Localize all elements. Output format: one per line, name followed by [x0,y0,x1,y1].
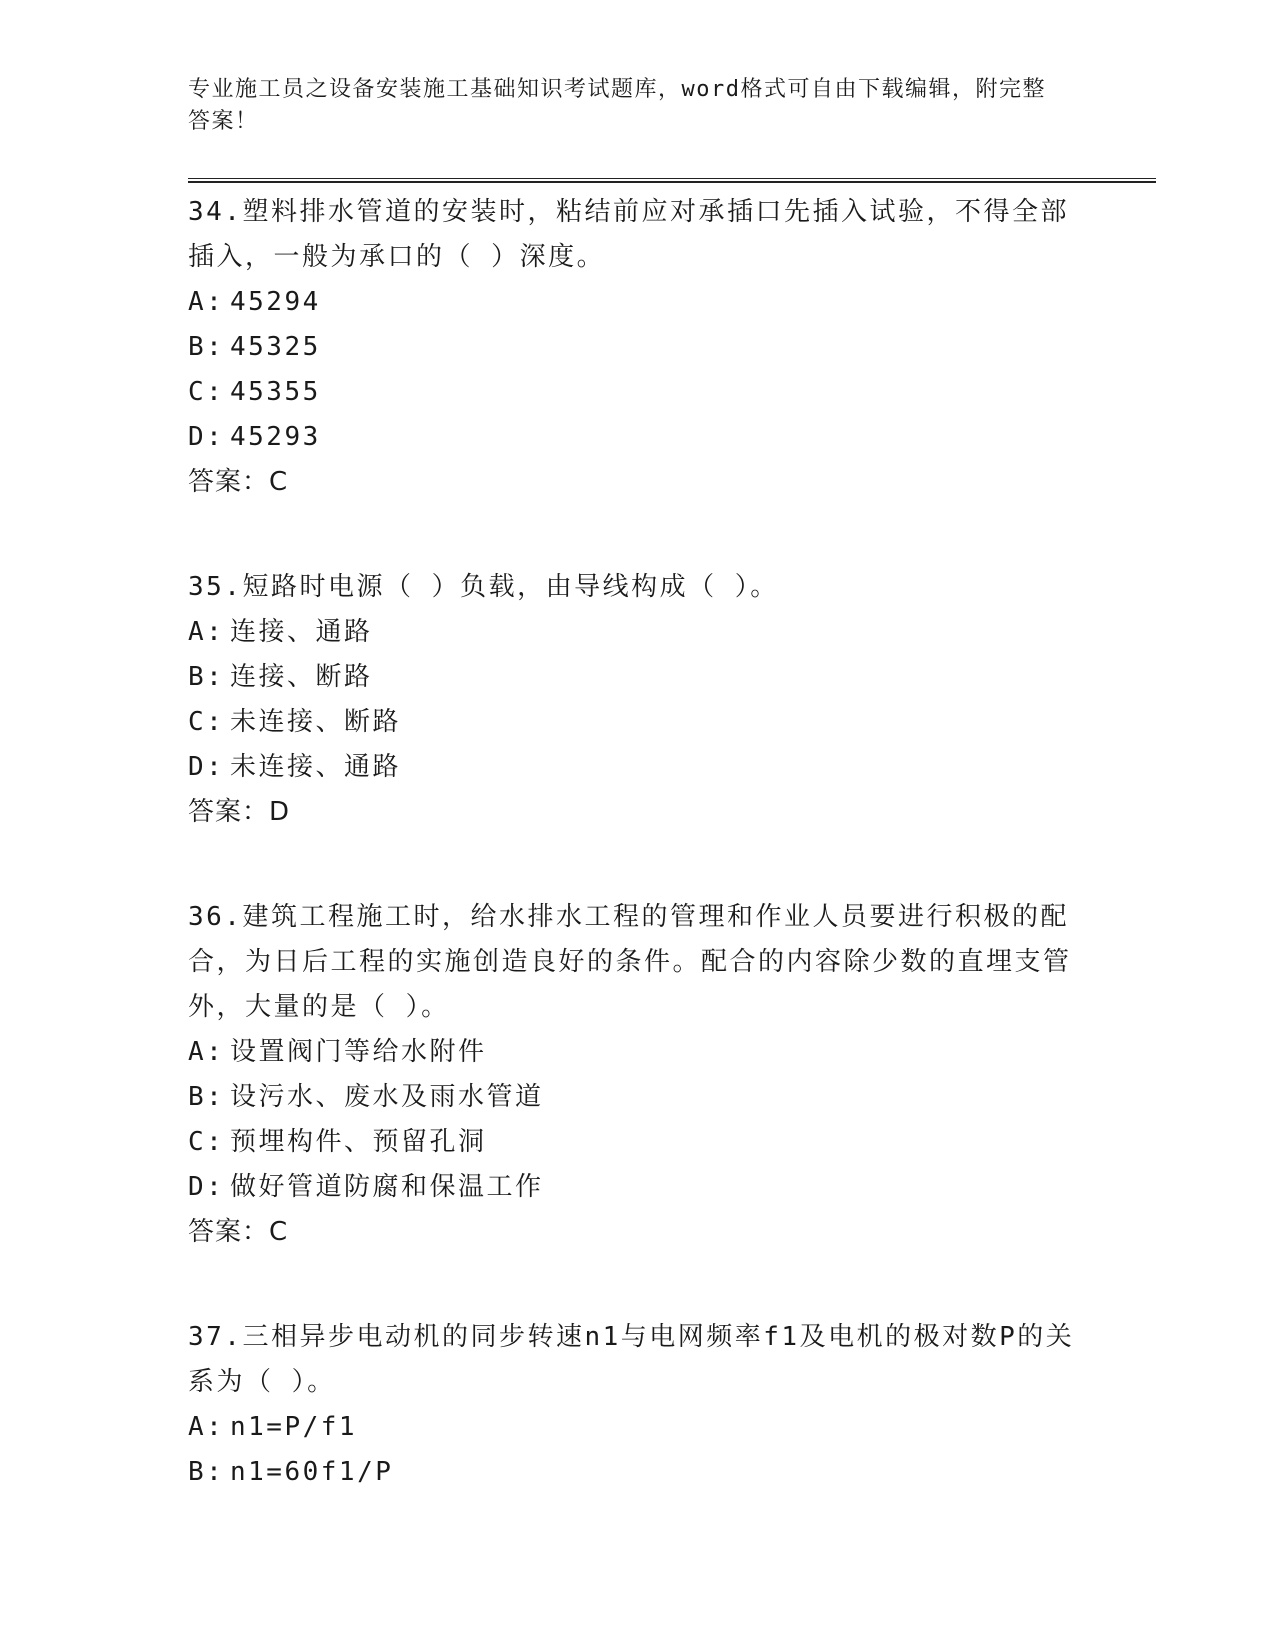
option-text: 设置阀门等给水附件 [230,1037,487,1067]
option-letter: C: [188,377,225,407]
header-divider [188,178,1156,183]
option-text: 连接、断路 [230,662,373,692]
option-letter: C: [188,1127,225,1157]
option-c [188,1120,1088,1165]
question-34 [188,190,1088,505]
option-letter: D: [188,1172,225,1202]
option-letter: A: [188,617,225,647]
option-a [188,1405,1088,1450]
option-text: 45355 [230,377,321,407]
option-b [188,1450,1088,1495]
answer-line: 答案：D [188,797,291,827]
option-text: 45325 [230,332,321,362]
option-letter: A: [188,1412,225,1442]
answer-line: 答案：C [188,1217,289,1247]
option-text: 未连接、通路 [230,752,402,782]
option-a [188,610,1088,655]
option-a [188,280,1088,325]
question-37 [188,1315,1088,1495]
option-text: 设污水、废水及雨水管道 [230,1082,544,1112]
option-b [188,1075,1088,1120]
option-letter: B: [188,1457,225,1487]
option-letter: C: [188,707,225,737]
option-text: n1=60f1/P [230,1457,394,1487]
option-text: 未连接、断路 [230,707,402,737]
option-letter: D: [188,422,225,452]
question-list [188,190,1088,1555]
question-36 [188,895,1088,1255]
option-d [188,745,1088,790]
option-c [188,700,1088,745]
answer-line: 答案：C [188,467,289,497]
option-text: 连接、通路 [230,617,373,647]
option-letter: B: [188,662,225,692]
option-b [188,655,1088,700]
document-header: 专业施工员之设备安装施工基础知识考试题库，word格式可自由下载编辑，附完整答案！ [188,77,1046,134]
option-a [188,1030,1088,1075]
option-letter: B: [188,332,225,362]
option-letter: D: [188,752,225,782]
question-stem: 36.建筑工程施工时，给水排水工程的管理和作业人员要进行积极的配合，为日后工程的实施创造良好的条件。配合的内容除少数的直埋支管外，大量的是（ ）。 [188,902,1072,1022]
question-stem: 34.塑料排水管道的安装时，粘结前应对承插口先插入试验，不得全部插入，一般为承口的（ ）深度。 [188,197,1069,272]
option-text: n1=P/f1 [230,1412,358,1442]
option-text: 做好管道防腐和保温工作 [230,1172,544,1202]
option-b [188,325,1088,370]
option-d [188,1165,1088,1210]
option-text: 45294 [230,287,321,317]
question-stem: 37.三相异步电动机的同步转速n1与电网频率f1及电机的极对数P的关系为（ ）。 [188,1322,1075,1397]
option-letter: B: [188,1082,225,1112]
question-stem: 35.短路时电源（ ）负载，由导线构成（ ）。 [188,572,779,602]
option-text: 预埋构件、预留孔洞 [230,1127,487,1157]
option-d [188,415,1088,460]
question-35 [188,565,1088,835]
option-letter: A: [188,1037,225,1067]
option-c [188,370,1088,415]
option-text: 45293 [230,422,321,452]
option-letter: A: [188,287,225,317]
